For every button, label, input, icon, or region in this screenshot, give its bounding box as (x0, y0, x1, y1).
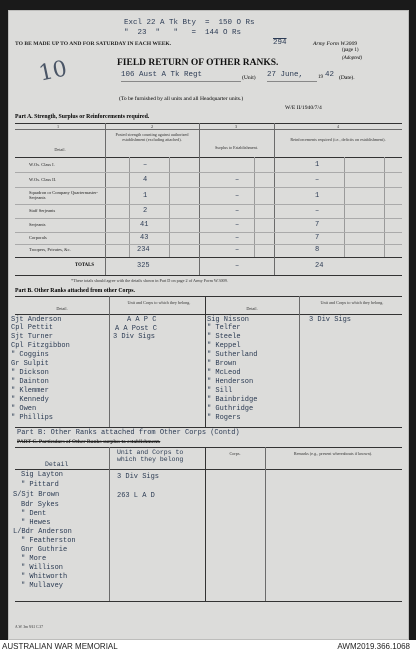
part-c-name: " Featherston (21, 537, 76, 545)
furnish-note: (To be furnished by all units and all Headquarter units.) (119, 96, 244, 102)
typed-line-1: Excl 22 A Tk Bty = 150 O Rs (124, 19, 255, 27)
part-b-left-name: " Dickson (11, 369, 49, 377)
part-b-left-unit: 3 Div Sigs (113, 333, 156, 341)
row-label-cpl: Corporals (29, 235, 47, 240)
part-b-left-name: Gr Sulpit (11, 360, 49, 368)
part-b-right-name: " Rogers (207, 414, 241, 422)
page-number: (page 1) (342, 48, 359, 53)
part-c-heading: PART C. Particulars of Other Ranks surplus to establishment. (17, 439, 161, 445)
part-b-heading: Part B. Other Ranks attached from other Corps. (15, 288, 135, 294)
row-label-troopers: Troopers, Privates, &c. (29, 247, 71, 252)
part-c-name: " Willison (21, 564, 64, 572)
instruction-text: TO BE MADE UP TO AND FOR SATURDAY IN EACH WEEK. (15, 41, 172, 47)
part-c-name: " Whitworth (21, 573, 68, 581)
part-c-name: Sig Layton (21, 471, 64, 479)
part-c-name: Bdr Sykes (21, 501, 59, 509)
form-page: Excl 22 A Tk Bty = 150 O Rs " 23 " " = 144 O Rs 294 TO BE MADE UP TO AND FOR SATURDAY IN EACH WEEK. Army Form W.3009 (page 1) 10 FIELD RETURN OF OTHER RANKS. (Adopted) 106 Aust A Tk Regt (Unit) 27 June, 19 42 (Date). (To be furnished by all units and all Headquarter units.) W/E II/1940/7/4 Part A. Strength, Surplus or Reinforcements required. 1 2 3 4 Detail. Posted strength counting against authorized establishment (excluding attached). Surplus to Establishment. Reinforcements required (i.e., deficits on establishment). W.Os. Class I. W.Os. Class II. Squadron or Company Quartermaster-Serjeants Staff Serjeants Serjeants Corporals Troopers, Privates, &c. – 1 4 – – 1 – 1 2 – – 41 – 7 43 – 7 234 – 8 TOTALS 325 – 24 *These totals should agree with the details shown in Part D on page 2 of Army Form W.3009. Part B. Other Ranks attached from other Corps. Detail. Unit and Corps to which they belong. Detail. Unit and Corps to which they belong. Sjt Anderson Cpl Pettit Sjt Turner Cpl Fitzgibbon " Coggins Gr Sulpit " Dickson " Dainton " Klemmer " Kennedy " Owen " Phillips A A P C A A Post C 3 Div Sigs Sig Nisson " Telfer " Steele " Keppel " Sutherland " Brown " McLeod " Henderson " Sill " Bainbridge " Guthridge " Rogers 3 Div Sigs Part B: Other Ranks attached from Other Corps (Contd) PART C. Particulars of Other Ranks surplus to establishment. Detail Unit and Corps to which they belong Corps. Remarks (e.g., present whereabouts if known). Sig Layton " Pittard S/Sjt Brown Bdr Sykes " Dent " Hewes L/Bdr Anderson " Featherston Gnr Guthrie " More " Willison " Whitworth " Mullavey 3 Div Sigs 263 L A D A.W. 3m 9/41 C.37 (8, 10, 409, 640)
date-day: 27 June, (267, 71, 304, 79)
part-b-right-name: " McLeod (207, 369, 241, 377)
part-c-name: " Mullavey (21, 582, 64, 590)
part-b-right-name: " Guthridge (207, 405, 254, 413)
row-label-staff-sjt: Staff Serjeants (29, 208, 56, 213)
part-c-name: " Dent (21, 510, 47, 518)
handwritten-number: 10 (36, 56, 70, 87)
part-c-name: " Pittard (21, 481, 59, 489)
footer-left: AUSTRALIAN WAR MEMORIAL (2, 642, 118, 651)
part-b-left-name: " Owen (11, 405, 37, 413)
part-b-left-name: " Coggins (11, 351, 49, 359)
form-number: Army Form W.3009 (313, 41, 358, 47)
part-c-unit: 3 Div Sigs (117, 473, 160, 481)
row-label-wo2: W.Os. Class II. (29, 177, 57, 182)
typed-line-2: " 23 " " = 144 O Rs (124, 29, 242, 37)
part-b-left-name: Sjt Anderson (11, 316, 62, 324)
part-b-left-unit: A A P C (127, 316, 157, 324)
row-label-sjt: Serjeants (29, 222, 46, 227)
row-label-wo1: W.Os. Class I. (29, 162, 55, 167)
part-b-left-name: " Phillips (11, 414, 54, 422)
part-c-name: Gnr Guthrie (21, 546, 68, 554)
adopted-label: (Adopted) (342, 56, 362, 61)
part-c-name: " More (21, 555, 47, 563)
unit-label: (Unit) (242, 75, 256, 81)
part-b-right-unit: 3 Div Sigs (309, 316, 352, 324)
part-b-right-name: " Telfer (207, 324, 241, 332)
col-head-reinf: Reinforcements required (i.e., deficits on establishment). (290, 137, 386, 142)
date-year: 42 (325, 71, 335, 79)
part-c-name: " Hewes (21, 519, 51, 527)
part-c-name: L/Bdr Anderson (13, 528, 72, 536)
archive-footer (0, 640, 416, 653)
part-b-contd-heading: Part B: Other Ranks attached from Other Corps (Contd) (17, 429, 240, 437)
col-head-detail: Detail. (54, 147, 66, 152)
part-b-left-name: Cpl Fitzgibbon (11, 342, 70, 350)
col-head-surplus: Surplus to Establishment. (215, 145, 258, 150)
part-b-right-name: " Sutherland (207, 351, 258, 359)
form-title: FIELD RETURN OF OTHER RANKS. (117, 58, 279, 68)
part-c-typed-detail-head: Detail (45, 461, 69, 468)
totals-label: TOTALS (75, 263, 95, 268)
part-b-right-name: " Bainbridge (207, 396, 258, 404)
part-b-right-name: " Brown (207, 360, 237, 368)
part-b-right-name: " Sill (207, 387, 233, 395)
typed-total: 294 (273, 39, 287, 47)
unit-value: 106 Aust A Tk Regt (121, 71, 203, 79)
date-label: (Date). (339, 75, 355, 81)
part-c-name: S/Sjt Brown (13, 491, 60, 499)
row-label-cqms: Squadron or Company Quartermaster-Serjeants (29, 190, 99, 200)
part-b-right-name: " Keppel (207, 342, 241, 350)
totals-note: *These totals should agree with the details shown in Part D on page 2 of Army Form W.3009. (71, 278, 228, 283)
printer-note: A.W. 3m 9/41 C.37 (15, 625, 44, 629)
col-head-posted: Posted strength counting against authorized establishment (excluding attached). (115, 132, 189, 142)
date-19: 19 (318, 75, 323, 80)
part-c-unit: 263 L A D (117, 492, 155, 500)
part-b-left-name: " Dainton (11, 378, 49, 386)
part-b-left-unit: A A Post C (115, 325, 158, 333)
footer-right: AWM2019.366.1068 (337, 642, 410, 651)
part-b-right-name: " Henderson (207, 378, 254, 386)
part-b-left-name: Sjt Turner (11, 333, 54, 341)
part-b-left-name: " Klemmer (11, 387, 49, 395)
form-stamp: W/E II/1940/7/4 (285, 105, 322, 111)
part-b-left-name: Cpl Pettit (11, 324, 54, 332)
part-b-left-name: " Kennedy (11, 396, 49, 404)
part-c-typed-unit-head: Unit and Corps to which they belong (117, 449, 184, 463)
part-b-right-name: " Steele (207, 333, 241, 341)
part-a-heading: Part A. Strength, Surplus or Reinforcements required. (15, 114, 150, 120)
part-b-right-name: Sig Nisson (207, 316, 250, 324)
